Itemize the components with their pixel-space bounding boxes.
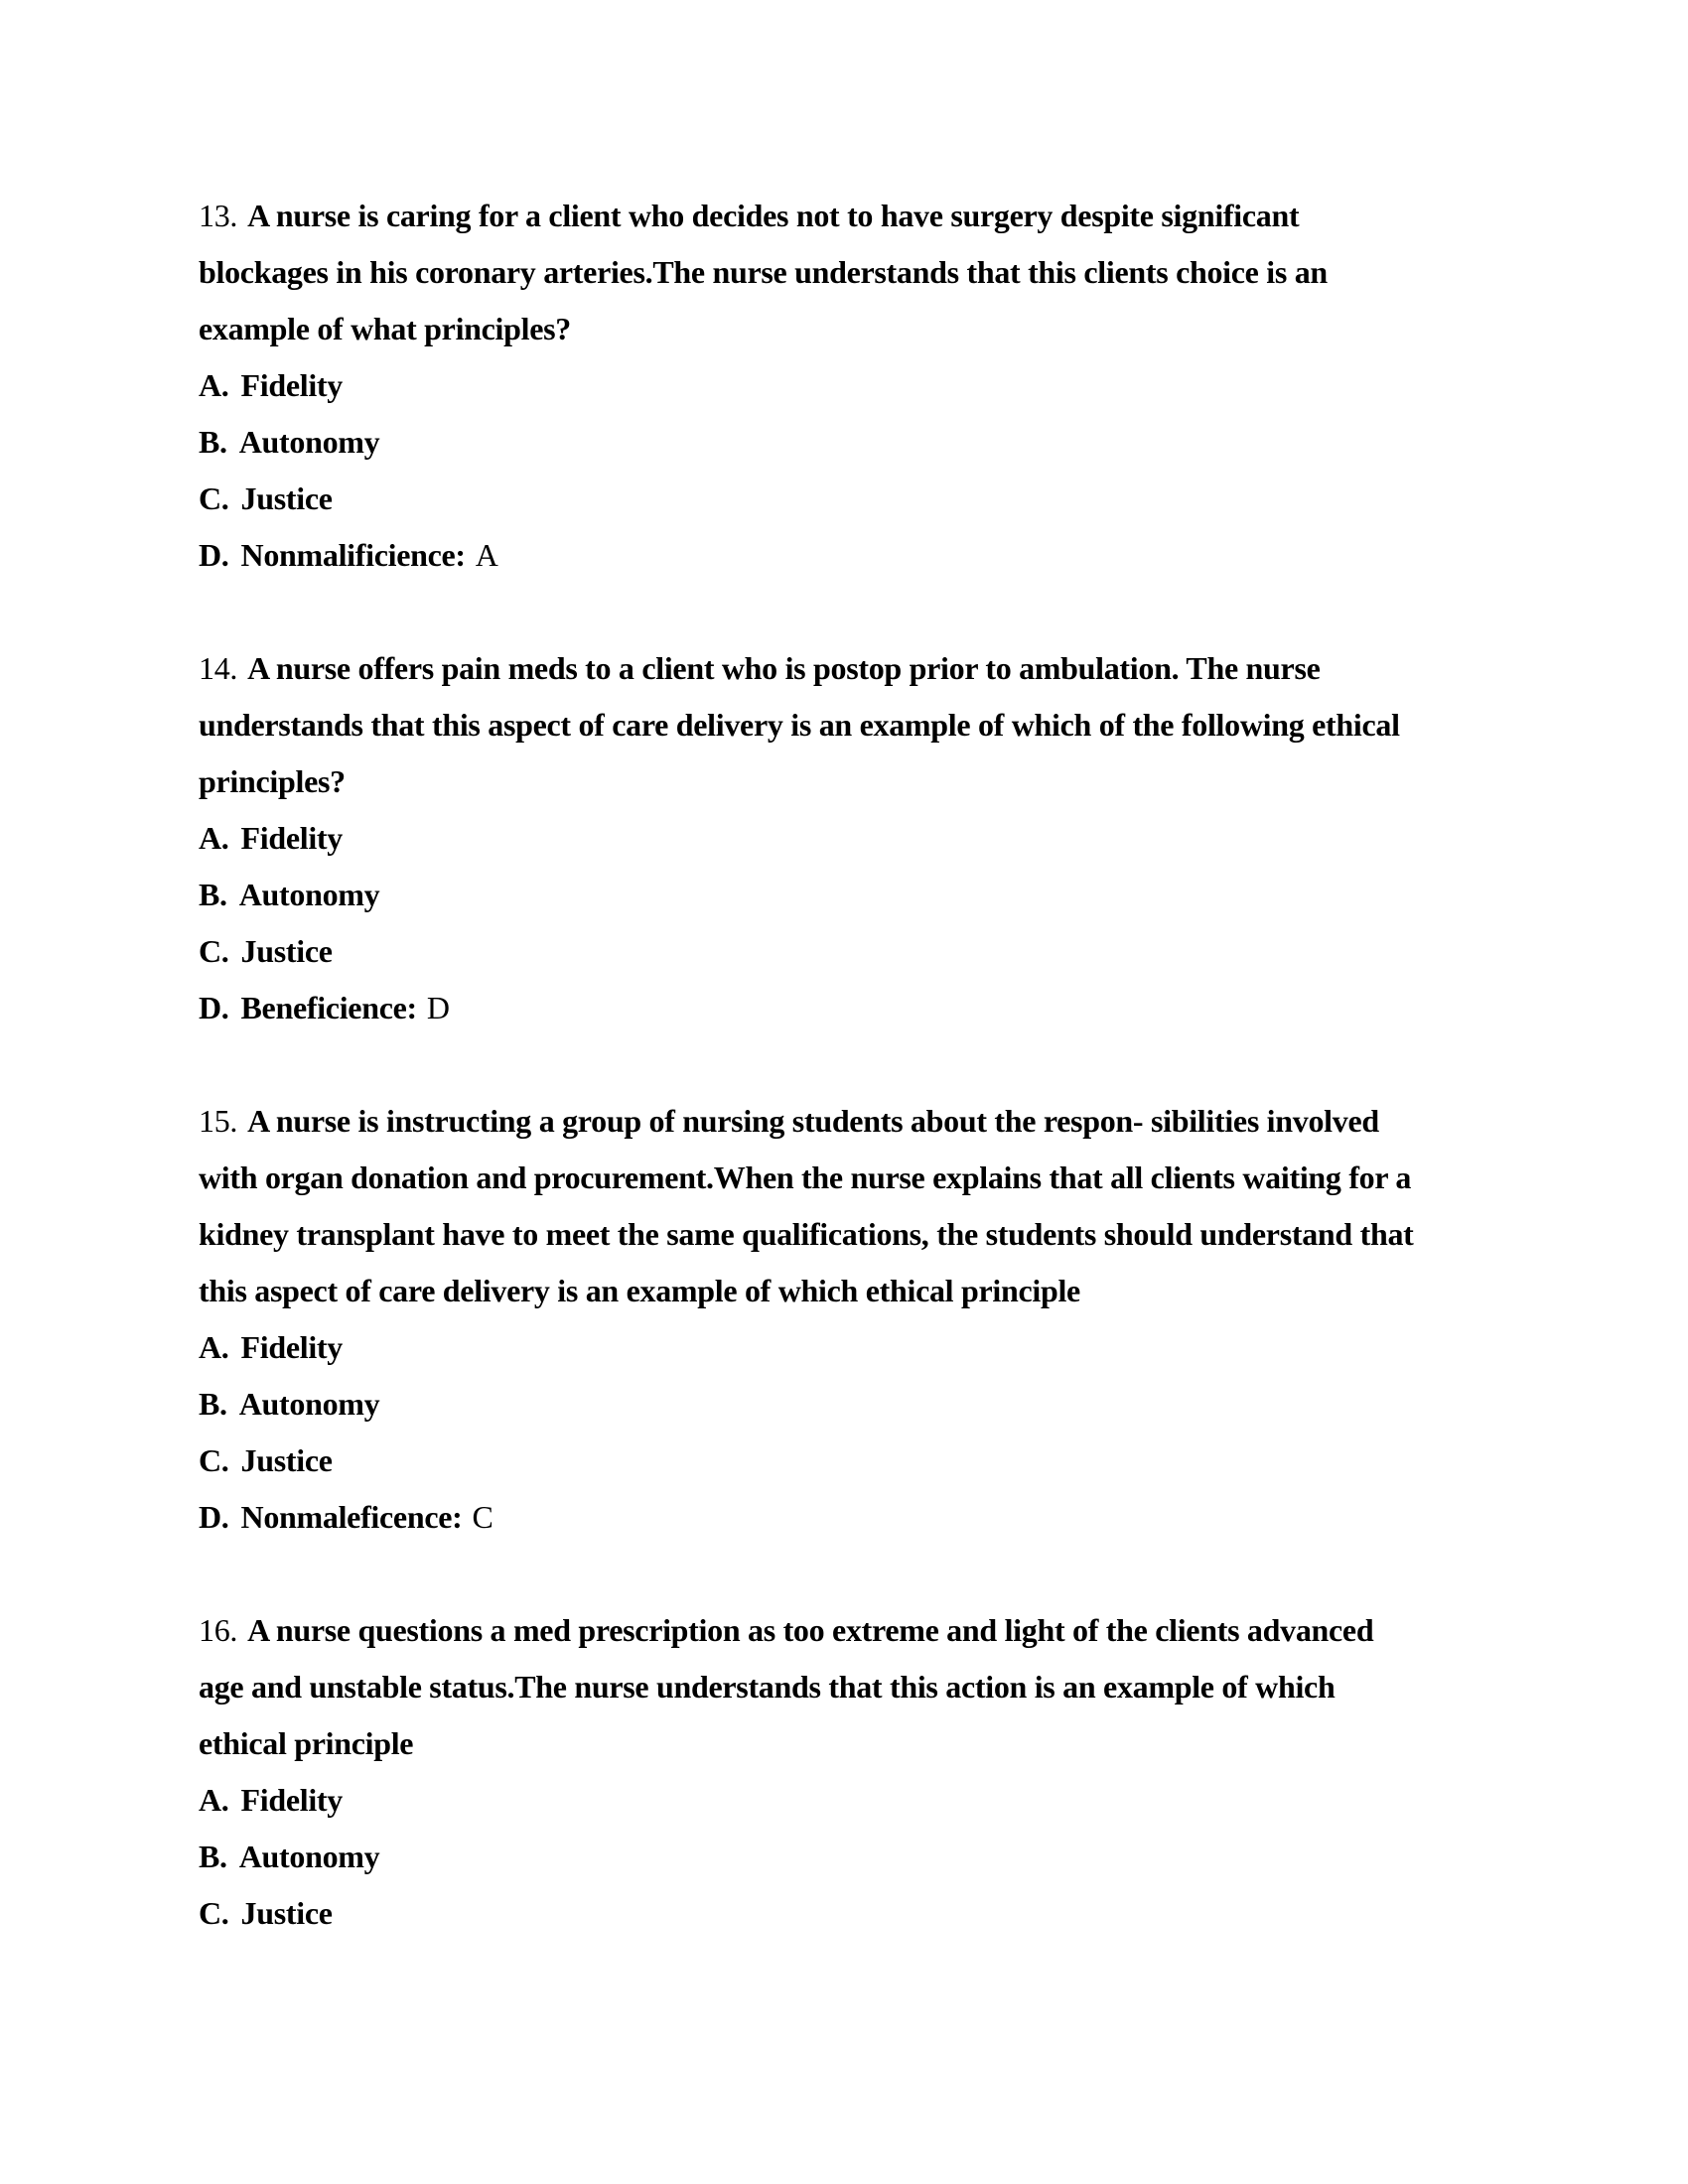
option-text: Beneficience: bbox=[240, 990, 417, 1025]
answer-option-d bbox=[199, 1489, 1569, 1546]
question-stem-line bbox=[199, 1093, 1569, 1150]
answer-option-a bbox=[199, 810, 1569, 867]
option-text: Nonmaleficence: bbox=[240, 1499, 463, 1535]
option-letter: C. bbox=[199, 480, 229, 516]
question-stem-text: A nurse is caring for a client who decides not to have surgery despite significant bbox=[247, 198, 1300, 233]
option-text: Fidelity bbox=[240, 1782, 343, 1818]
correct-answer: C bbox=[472, 1499, 493, 1535]
question-number: 14. bbox=[199, 650, 238, 686]
question-stem-line: with organ donation and procurement.When the nurse explains that all clients waiting for a bbox=[199, 1160, 1412, 1195]
answer-option-c bbox=[199, 1433, 1569, 1489]
option-letter: A. bbox=[199, 820, 229, 856]
correct-answer: D bbox=[426, 990, 450, 1025]
question-stem-line bbox=[199, 188, 1569, 244]
option-letter: B. bbox=[199, 1839, 227, 1874]
option-text: Autonomy bbox=[238, 877, 380, 912]
option-letter: A. bbox=[199, 1782, 229, 1818]
question-stem-line bbox=[199, 1602, 1569, 1659]
option-text: Justice bbox=[240, 480, 333, 516]
correct-answer: A bbox=[475, 537, 498, 573]
question-16 bbox=[199, 1602, 1569, 1942]
answer-option-c bbox=[199, 923, 1569, 980]
answer-option-d bbox=[199, 527, 1569, 584]
question-13 bbox=[199, 188, 1569, 584]
question-14 bbox=[199, 640, 1569, 1036]
question-stem-line bbox=[199, 640, 1569, 697]
question-stem-line: blockages in his coronary arteries.The nurse understands that this clients choice is an bbox=[199, 254, 1328, 290]
option-text: Justice bbox=[240, 933, 333, 969]
question-stem-line: age and unstable status.The nurse understands that this action is an example of which bbox=[199, 1669, 1336, 1705]
answer-option-c bbox=[199, 1885, 1569, 1942]
answer-option-d bbox=[199, 980, 1569, 1036]
question-stem-line: kidney transplant have to meet the same qualifications, the students should understand that bbox=[199, 1216, 1414, 1252]
option-letter: D. bbox=[199, 537, 229, 573]
question-stem-line: example of what principles? bbox=[199, 311, 571, 346]
document-page bbox=[199, 188, 1569, 1998]
option-letter: B. bbox=[199, 877, 227, 912]
answer-option-c bbox=[199, 471, 1569, 527]
question-number: 16. bbox=[199, 1612, 238, 1648]
answer-option-a bbox=[199, 357, 1569, 414]
question-stem-text: A nurse offers pain meds to a client who is postop prior to ambulation. The nurse bbox=[247, 650, 1321, 686]
option-letter: C. bbox=[199, 1442, 229, 1478]
option-text: Fidelity bbox=[240, 367, 343, 403]
option-letter: B. bbox=[199, 1386, 227, 1422]
option-letter: B. bbox=[199, 424, 227, 460]
option-letter: D. bbox=[199, 1499, 229, 1535]
answer-option-b bbox=[199, 867, 1569, 923]
question-stem-text: A nurse questions a med prescription as too extreme and light of the clients advanced bbox=[247, 1612, 1374, 1648]
option-text: Fidelity bbox=[240, 820, 343, 856]
option-text: Autonomy bbox=[238, 1839, 380, 1874]
option-text: Autonomy bbox=[238, 1386, 380, 1422]
question-stem-line: this aspect of care delivery is an example of which ethical principle bbox=[199, 1273, 1080, 1308]
option-letter: C. bbox=[199, 933, 229, 969]
option-letter: D. bbox=[199, 990, 229, 1025]
option-letter: C. bbox=[199, 1895, 229, 1931]
question-number: 15. bbox=[199, 1103, 238, 1139]
question-15 bbox=[199, 1093, 1569, 1546]
question-stem-line: ethical principle bbox=[199, 1725, 414, 1761]
answer-option-a bbox=[199, 1319, 1569, 1376]
option-text: Fidelity bbox=[240, 1329, 343, 1365]
option-text: Justice bbox=[240, 1895, 333, 1931]
option-text: Justice bbox=[240, 1442, 333, 1478]
option-letter: A. bbox=[199, 1329, 229, 1365]
option-text: Nonmalificience: bbox=[240, 537, 466, 573]
question-stem-text: A nurse is instructing a group of nursing students about the respon- sibilities involved bbox=[247, 1103, 1379, 1139]
question-stem-line: principles? bbox=[199, 763, 346, 799]
answer-option-b bbox=[199, 1376, 1569, 1433]
answer-option-b bbox=[199, 414, 1569, 471]
option-letter: A. bbox=[199, 367, 229, 403]
answer-option-a bbox=[199, 1772, 1569, 1829]
answer-option-b bbox=[199, 1829, 1569, 1885]
question-number: 13. bbox=[199, 198, 238, 233]
question-stem-line: understands that this aspect of care delivery is an example of which of the following ethical bbox=[199, 707, 1400, 743]
option-text: Autonomy bbox=[238, 424, 380, 460]
